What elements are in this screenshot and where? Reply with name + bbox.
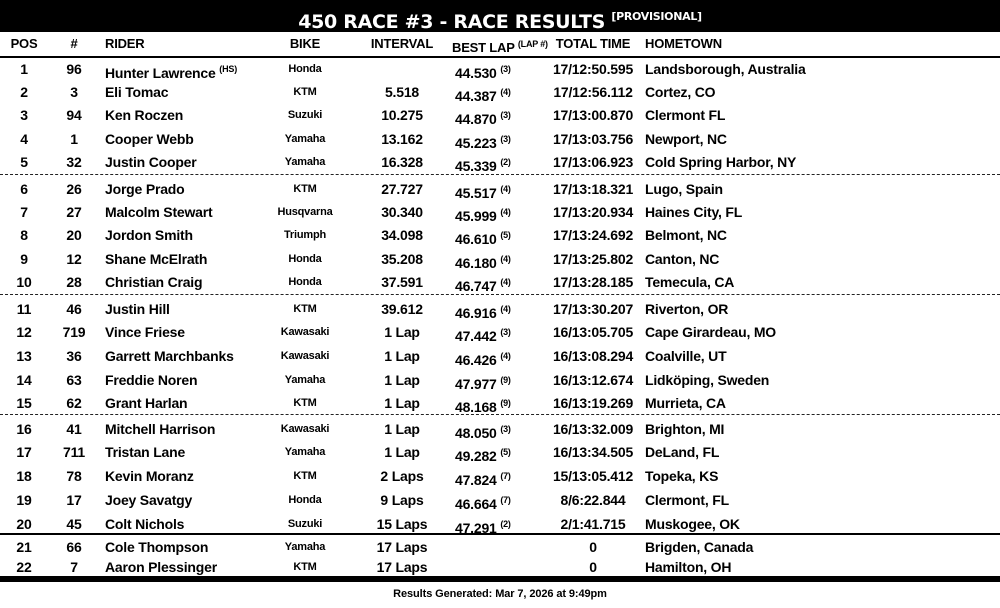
rider-name: Freddie Noren bbox=[105, 372, 198, 388]
best-lap-number: (4) bbox=[500, 207, 511, 217]
row-hometown: Murrieta, CA bbox=[645, 395, 726, 411]
row-best-lap bbox=[455, 370, 511, 394]
row-rider bbox=[105, 105, 183, 125]
row-total-time: 2/1:41.715 bbox=[560, 516, 626, 532]
row-pos: 22 bbox=[16, 559, 32, 575]
row-bike: Yamaha bbox=[284, 374, 326, 386]
row-rider bbox=[105, 490, 192, 510]
row-total-time: 0 bbox=[589, 539, 597, 555]
row-interval: 27.727 bbox=[381, 181, 423, 197]
row-interval: 16.328 bbox=[381, 154, 423, 170]
rider-name: Hunter Lawrence bbox=[105, 65, 216, 81]
row-hometown: Canton, NC bbox=[645, 251, 720, 267]
row-hometown: Cold Spring Harbor, NY bbox=[645, 154, 797, 170]
row-rider bbox=[105, 179, 185, 199]
best-lap-time: 45.223 bbox=[455, 135, 497, 151]
row-hometown: Temecula, CA bbox=[645, 274, 735, 290]
row-pos: 21 bbox=[16, 539, 32, 555]
best-lap-time: 46.610 bbox=[455, 231, 497, 247]
table-row bbox=[0, 322, 1000, 342]
row-total-time: 17/13:18.321 bbox=[552, 181, 634, 197]
row-total-time: 17/13:25.802 bbox=[552, 251, 634, 267]
row-interval: 1 Lap bbox=[384, 348, 420, 364]
best-lap-number: (4) bbox=[500, 277, 511, 287]
header-best-lap-label: BEST LAP bbox=[452, 40, 515, 55]
row-best-lap bbox=[455, 299, 511, 323]
rider-name: Kevin Moranz bbox=[105, 468, 194, 484]
row-pos: 17 bbox=[16, 444, 32, 460]
row-bike: KTM bbox=[293, 397, 317, 409]
row-bike: KTM bbox=[293, 303, 317, 315]
row-rider bbox=[105, 557, 217, 577]
header-rider: RIDER bbox=[105, 36, 145, 51]
row-bike: KTM bbox=[293, 561, 317, 573]
row-pos: 15 bbox=[16, 395, 32, 411]
row-best-lap bbox=[455, 322, 511, 346]
best-lap-time: 46.180 bbox=[455, 255, 497, 271]
best-lap-time: 44.870 bbox=[455, 111, 497, 127]
row-rider bbox=[105, 59, 237, 83]
results-title-text: 450 RACE #3 - RACE RESULTS bbox=[298, 11, 606, 33]
row-best-lap bbox=[455, 419, 511, 443]
rider-name: Garrett Marchbanks bbox=[105, 348, 234, 364]
row-total-time: 17/12:50.595 bbox=[552, 61, 634, 77]
row-bike: Yamaha bbox=[284, 156, 326, 168]
row-best-lap bbox=[455, 442, 511, 466]
row-bike: Suzuki bbox=[287, 109, 323, 121]
row-interval: 39.612 bbox=[381, 301, 423, 317]
table-row bbox=[0, 393, 1000, 413]
row-total-time: 17/13:06.923 bbox=[552, 154, 634, 170]
best-lap-number: (4) bbox=[500, 351, 511, 361]
row-interval: 17 Laps bbox=[376, 539, 428, 555]
rider-name: Shane McElrath bbox=[105, 251, 208, 267]
row-pos: 16 bbox=[16, 421, 32, 437]
row-hometown: Riverton, OR bbox=[645, 301, 729, 317]
row-hometown: Coalville, UT bbox=[645, 348, 727, 364]
rider-name: Justin Hill bbox=[105, 301, 170, 317]
row-rider bbox=[105, 152, 197, 172]
group-divider bbox=[0, 174, 1000, 175]
table-row bbox=[0, 152, 1000, 172]
row-bike: Yamaha bbox=[284, 446, 326, 458]
row-rider bbox=[105, 129, 194, 149]
row-total-time: 17/12:56.112 bbox=[553, 84, 633, 100]
table-row bbox=[0, 202, 1000, 222]
row-interval: 10.275 bbox=[381, 107, 423, 123]
row-bike: Yamaha bbox=[284, 541, 326, 553]
row-rider bbox=[105, 322, 185, 342]
row-hometown: Belmont, NC bbox=[645, 227, 727, 243]
group-divider bbox=[0, 414, 1000, 415]
best-lap-number: (3) bbox=[500, 110, 511, 120]
best-lap-number: (2) bbox=[500, 519, 511, 529]
best-lap-number: (4) bbox=[500, 87, 511, 97]
row-interval: 30.340 bbox=[381, 204, 423, 220]
best-lap-time: 48.050 bbox=[455, 425, 497, 441]
row-number: 20 bbox=[66, 227, 82, 243]
row-interval: 37.591 bbox=[381, 274, 423, 290]
row-interval: 15 Laps bbox=[376, 516, 428, 532]
row-number: 1 bbox=[70, 131, 78, 147]
row-best-lap bbox=[455, 225, 511, 249]
row-bike: KTM bbox=[293, 470, 317, 482]
rider-name: Ken Roczen bbox=[105, 107, 184, 123]
row-hometown: Hamilton, OH bbox=[645, 559, 732, 575]
group-divider bbox=[0, 533, 1000, 535]
row-pos: 9 bbox=[20, 251, 28, 267]
row-total-time: 17/13:00.870 bbox=[552, 107, 634, 123]
table-row bbox=[0, 59, 1000, 79]
best-lap-time: 45.999 bbox=[455, 208, 497, 224]
rider-name: Tristan Lane bbox=[105, 444, 186, 460]
row-total-time: 15/13:05.412 bbox=[552, 468, 634, 484]
row-hometown: Newport, NC bbox=[645, 131, 727, 147]
row-interval: 34.098 bbox=[381, 227, 423, 243]
row-bike: Kawasaki bbox=[280, 350, 330, 362]
row-hometown: Landsborough, Australia bbox=[645, 61, 806, 77]
row-pos: 11 bbox=[16, 301, 32, 317]
row-number: 7 bbox=[70, 559, 78, 575]
best-lap-number: (4) bbox=[500, 254, 511, 264]
row-bike: KTM bbox=[293, 183, 317, 195]
row-hometown: DeLand, FL bbox=[645, 444, 720, 460]
row-bike: Honda bbox=[288, 63, 322, 75]
row-bike: Husqvarna bbox=[277, 206, 333, 218]
header-total-time: TOTAL TIME bbox=[555, 36, 631, 51]
row-rider bbox=[105, 419, 215, 439]
table-row bbox=[0, 299, 1000, 319]
best-lap-time: 47.977 bbox=[455, 376, 497, 392]
best-lap-number: (4) bbox=[500, 184, 511, 194]
header-pos: POS bbox=[10, 36, 38, 51]
row-number: 17 bbox=[66, 492, 82, 508]
row-total-time: 17/13:30.207 bbox=[552, 301, 634, 317]
best-lap-number: (9) bbox=[500, 375, 511, 385]
row-total-time: 16/13:34.505 bbox=[552, 444, 634, 460]
table-row bbox=[0, 537, 1000, 557]
rider-class-tag: (HS) bbox=[219, 64, 237, 74]
row-interval: 17 Laps bbox=[376, 559, 428, 575]
row-number: 12 bbox=[66, 251, 82, 267]
row-total-time: 0 bbox=[589, 559, 597, 575]
row-rider bbox=[105, 225, 193, 245]
row-pos: 2 bbox=[20, 84, 28, 100]
row-interval: 1 Lap bbox=[384, 444, 420, 460]
row-interval: 2 Laps bbox=[380, 468, 424, 484]
row-hometown: Clermont FL bbox=[645, 107, 726, 123]
row-interval: 1 Lap bbox=[384, 421, 420, 437]
row-total-time: 16/13:19.269 bbox=[552, 395, 634, 411]
best-lap-time: 46.916 bbox=[455, 305, 497, 321]
group-divider bbox=[0, 294, 1000, 295]
best-lap-number: (2) bbox=[500, 157, 511, 167]
table-header bbox=[0, 32, 1000, 58]
best-lap-time: 47.291 bbox=[455, 520, 497, 536]
row-rider bbox=[105, 299, 170, 319]
table-row bbox=[0, 82, 1000, 102]
header-hometown: HOMETOWN bbox=[645, 36, 722, 51]
best-lap-number: (7) bbox=[500, 471, 511, 481]
best-lap-time: 46.664 bbox=[455, 496, 497, 512]
row-pos: 7 bbox=[20, 204, 28, 220]
row-pos: 3 bbox=[20, 107, 28, 123]
row-hometown: Haines City, FL bbox=[645, 204, 743, 220]
table-row bbox=[0, 129, 1000, 149]
best-lap-number: (9) bbox=[500, 398, 511, 408]
row-pos: 18 bbox=[16, 468, 32, 484]
rider-name: Mitchell Harrison bbox=[105, 421, 216, 437]
row-best-lap bbox=[455, 490, 511, 514]
row-number: 63 bbox=[66, 372, 82, 388]
row-best-lap bbox=[455, 59, 511, 83]
row-pos: 1 bbox=[20, 61, 28, 77]
best-lap-time: 46.426 bbox=[455, 352, 497, 368]
best-lap-time: 44.530 bbox=[455, 65, 497, 81]
row-bike: KTM bbox=[293, 86, 317, 98]
rider-name: Justin Cooper bbox=[105, 154, 197, 170]
row-pos: 13 bbox=[16, 348, 32, 364]
row-rider bbox=[105, 514, 184, 534]
row-hometown: Clermont, FL bbox=[645, 492, 729, 508]
row-interval: 1 Lap bbox=[384, 372, 420, 388]
row-pos: 4 bbox=[20, 131, 28, 147]
results-title bbox=[0, 0, 1000, 32]
provisional-tag: [PROVISIONAL] bbox=[611, 10, 702, 23]
row-hometown: Brigden, Canada bbox=[645, 539, 754, 555]
rider-name: Christian Craig bbox=[105, 274, 203, 290]
best-lap-number: (5) bbox=[500, 447, 511, 457]
row-total-time: 16/13:08.294 bbox=[552, 348, 634, 364]
row-bike: Kawasaki bbox=[280, 423, 330, 435]
row-pos: 14 bbox=[16, 372, 32, 388]
row-rider bbox=[105, 466, 194, 486]
row-total-time: 16/13:32.009 bbox=[552, 421, 634, 437]
table-row bbox=[0, 370, 1000, 390]
header-interval: INTERVAL bbox=[370, 36, 434, 51]
row-total-time: 16/13:05.705 bbox=[552, 324, 634, 340]
header-bike: BIKE bbox=[289, 36, 321, 51]
best-lap-number: (3) bbox=[500, 64, 511, 74]
row-best-lap bbox=[455, 272, 511, 296]
row-number: 94 bbox=[66, 107, 82, 123]
rider-name: Jordon Smith bbox=[105, 227, 193, 243]
best-lap-time: 49.282 bbox=[455, 448, 497, 464]
header-best-lap bbox=[452, 32, 548, 60]
row-total-time: 17/13:20.934 bbox=[552, 204, 634, 220]
best-lap-number: (3) bbox=[500, 134, 511, 144]
best-lap-number: (3) bbox=[500, 424, 511, 434]
row-total-time: 17/13:24.692 bbox=[552, 227, 634, 243]
rider-name: Malcolm Stewart bbox=[105, 204, 213, 220]
row-rider bbox=[105, 346, 234, 366]
rider-name: Joey Savatgy bbox=[105, 492, 193, 508]
bottom-rule bbox=[0, 576, 1000, 582]
row-best-lap bbox=[455, 82, 511, 106]
row-best-lap bbox=[455, 466, 511, 490]
row-number: 27 bbox=[66, 204, 82, 220]
row-pos: 5 bbox=[20, 154, 28, 170]
best-lap-time: 44.387 bbox=[455, 88, 497, 104]
rider-name: Jorge Prado bbox=[105, 181, 185, 197]
row-number: 41 bbox=[66, 421, 82, 437]
table-row bbox=[0, 557, 1000, 577]
row-pos: 12 bbox=[16, 324, 32, 340]
row-number: 66 bbox=[66, 539, 82, 555]
row-number: 28 bbox=[66, 274, 82, 290]
header-number: # bbox=[70, 36, 78, 51]
row-number: 78 bbox=[66, 468, 82, 484]
row-number: 45 bbox=[66, 516, 82, 532]
rider-name: Vince Friese bbox=[105, 324, 185, 340]
row-number: 96 bbox=[66, 61, 82, 77]
row-best-lap bbox=[455, 249, 511, 273]
row-rider bbox=[105, 202, 212, 222]
row-bike: Yamaha bbox=[284, 133, 326, 145]
row-number: 711 bbox=[63, 444, 85, 460]
row-rider bbox=[105, 82, 168, 102]
row-number: 26 bbox=[66, 181, 82, 197]
table-row bbox=[0, 249, 1000, 269]
row-pos: 20 bbox=[16, 516, 32, 532]
row-total-time: 16/13:12.674 bbox=[552, 372, 634, 388]
row-total-time: 8/6:22.844 bbox=[560, 492, 626, 508]
table-row bbox=[0, 105, 1000, 125]
best-lap-time: 45.339 bbox=[455, 158, 497, 174]
header-lap-number: (LAP #) bbox=[517, 39, 548, 49]
row-best-lap bbox=[455, 152, 511, 176]
rider-name: Grant Harlan bbox=[105, 395, 188, 411]
row-rider bbox=[105, 249, 207, 269]
row-hometown: Muskogee, OK bbox=[645, 516, 740, 532]
row-hometown: Topeka, KS bbox=[645, 468, 719, 484]
table-row bbox=[0, 419, 1000, 439]
best-lap-time: 47.824 bbox=[455, 472, 497, 488]
best-lap-time: 48.168 bbox=[455, 399, 497, 415]
row-interval: 9 Laps bbox=[380, 492, 424, 508]
row-interval: 1 Lap bbox=[384, 324, 420, 340]
best-lap-time: 47.442 bbox=[455, 328, 497, 344]
table-row bbox=[0, 225, 1000, 245]
table-row bbox=[0, 442, 1000, 462]
row-hometown: Lugo, Spain bbox=[645, 181, 723, 197]
rider-name: Aaron Plessinger bbox=[105, 559, 217, 575]
row-number: 32 bbox=[66, 154, 82, 170]
table-row bbox=[0, 514, 1000, 534]
best-lap-number: (3) bbox=[500, 327, 511, 337]
row-interval: 35.208 bbox=[381, 251, 423, 267]
row-number: 36 bbox=[66, 348, 82, 364]
rider-name: Cole Thompson bbox=[105, 539, 209, 555]
row-total-time: 17/13:03.756 bbox=[552, 131, 634, 147]
rider-name: Cooper Webb bbox=[105, 131, 194, 147]
row-interval: 5.518 bbox=[384, 84, 420, 100]
best-lap-time: 45.517 bbox=[455, 185, 497, 201]
row-number: 719 bbox=[62, 324, 86, 340]
row-rider bbox=[105, 272, 202, 292]
row-bike: Honda bbox=[288, 494, 322, 506]
rider-name: Eli Tomac bbox=[105, 84, 169, 100]
row-rider bbox=[105, 370, 197, 390]
generated-timestamp: Results Generated: Mar 7, 2026 at 9:49pm bbox=[393, 588, 607, 600]
row-best-lap bbox=[455, 105, 511, 129]
row-rider bbox=[105, 442, 185, 462]
row-number: 3 bbox=[70, 84, 78, 100]
row-best-lap bbox=[455, 179, 511, 203]
row-bike: Kawasaki bbox=[280, 326, 330, 338]
row-pos: 6 bbox=[20, 181, 28, 197]
table-row bbox=[0, 272, 1000, 292]
row-best-lap bbox=[455, 129, 511, 153]
row-bike: Honda bbox=[288, 276, 322, 288]
row-pos: 19 bbox=[16, 492, 32, 508]
row-bike: Honda bbox=[288, 253, 322, 265]
best-lap-number: (4) bbox=[500, 304, 511, 314]
table-row bbox=[0, 179, 1000, 199]
row-bike: Suzuki bbox=[287, 518, 323, 530]
row-number: 46 bbox=[66, 301, 82, 317]
row-bike: Triumph bbox=[284, 229, 326, 241]
table-row bbox=[0, 346, 1000, 366]
row-best-lap bbox=[455, 346, 511, 370]
row-best-lap bbox=[455, 202, 511, 226]
row-rider bbox=[105, 393, 187, 413]
row-total-time: 17/13:28.185 bbox=[552, 274, 634, 290]
row-hometown: Cortez, CO bbox=[645, 84, 716, 100]
row-pos: 10 bbox=[16, 274, 32, 290]
row-hometown: Brighton, MI bbox=[645, 421, 725, 437]
table-row bbox=[0, 490, 1000, 510]
best-lap-number: (5) bbox=[500, 230, 511, 240]
row-interval: 13.162 bbox=[381, 131, 423, 147]
row-rider bbox=[105, 537, 208, 557]
row-hometown: Cape Girardeau, MO bbox=[645, 324, 776, 340]
best-lap-number: (7) bbox=[500, 495, 511, 505]
row-pos: 8 bbox=[20, 227, 28, 243]
row-hometown: Lidköping, Sweden bbox=[645, 372, 770, 388]
row-number: 62 bbox=[66, 395, 82, 411]
rider-name: Colt Nichols bbox=[105, 516, 185, 532]
table-row bbox=[0, 466, 1000, 486]
best-lap-time: 46.747 bbox=[455, 278, 497, 294]
row-interval: 1 Lap bbox=[384, 395, 420, 411]
